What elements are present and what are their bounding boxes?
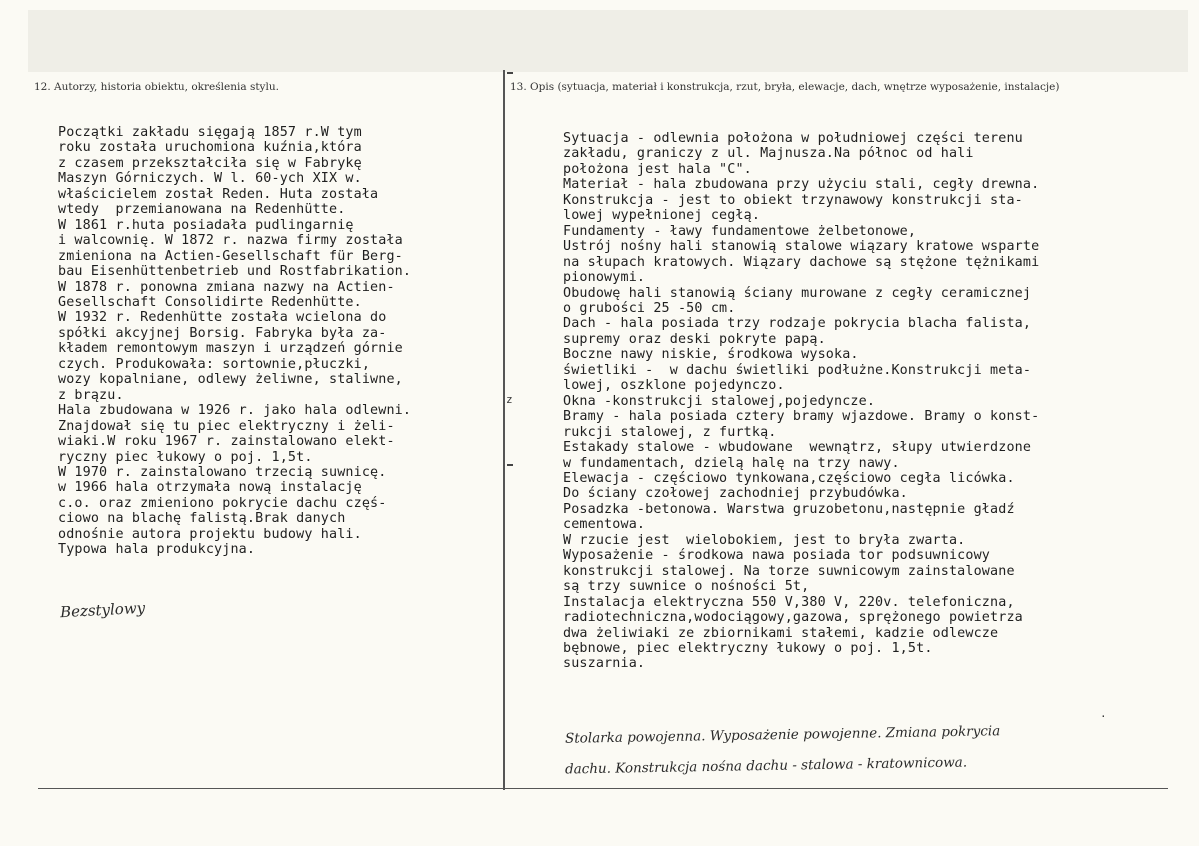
text-line: Hala zbudowana w 1926 r. jako hala odlewni. [58, 403, 412, 419]
history-text [58, 125, 503, 558]
text-line: W 1932 r. Redenhütte została wcielona do [58, 310, 387, 326]
text-line: zakładu, graniczy z ul. Majnusza.Na północ od hali [563, 146, 974, 162]
text-line: świetliki - w dachu świetliki podłużne.Konstrukcji meta- [563, 362, 1032, 378]
bottom-rule [38, 788, 1168, 789]
text-line: Maszyn Górniczych. W l. 60-ych XIX w. [58, 171, 362, 187]
text-line: radiotechniczna,wodociągowy,gazowa, sprężonego powietrza [563, 610, 1023, 626]
text-line: Znajdował się tu piec elektryczny i żeli- [58, 418, 395, 434]
text-line: lowej, oszklone pojedynczo. [563, 378, 785, 394]
section-13-header: 13. Opis (sytuacja, materiał i konstrukcja, rzut, bryła, elewacje, dach, wnętrze wyposażenie, instalacje) [510, 81, 1060, 93]
handwritten-signature: Bezstylowy [59, 598, 146, 622]
top-band [28, 10, 1188, 72]
text-line: W 1861 r.huta posiadała pudlingarnię [58, 217, 354, 233]
text-line: Konstrukcja - jest to obiekt trzynawowy konstrukcji sta- [563, 192, 1023, 208]
text-line: Boczne nawy niskie, środkowa wysoka. [563, 347, 859, 363]
text-line: właścicielem został Reden. Huta została [58, 186, 379, 202]
text-line: z brązu. [58, 387, 124, 403]
text-line: odnośnie autora projektu budowy hali. [58, 526, 362, 542]
text-line: suszarnia. [563, 656, 646, 672]
text-line: zmieniona na Actien-Gesellschaft für Berg- [58, 248, 403, 264]
text-line: Typowa hala produkcyjna. [58, 542, 256, 558]
text-line: konstrukcji stalowej. Na torze suwnicowym zainstalowane [563, 563, 1015, 579]
text-line: Do ściany czołowej zachodniej przybudówka. [563, 486, 908, 502]
text-line: pionowymi. [563, 270, 646, 286]
text-line: Bramy - hala posiada cztery bramy wjazdowe. Bramy o konst- [563, 409, 1040, 425]
text-line: wiaki.W roku 1967 r. zainstalowano elekt- [58, 434, 395, 450]
text-line: ciowo na blachę falistą.Brak danych [58, 511, 346, 527]
text-line: Gesellschaft Consolidirte Redenhütte. [58, 294, 362, 310]
text-line: są trzy suwnice o nośności 5t, [563, 579, 810, 595]
text-line: wtedy przemianowana na Redenhütte. [58, 202, 346, 218]
text-line: Dach - hala posiada trzy rodzaje pokrycia blacha falista, [563, 316, 1032, 332]
margin-tick [507, 464, 513, 466]
text-line: Ustrój nośny hali stanowią stalowe wiązary kratowe wsparte [563, 239, 1040, 255]
text-line: Instalacja elektryczna 550 V,380 V, 220v. telefoniczna, [563, 594, 1015, 610]
margin-mark: z [506, 393, 513, 406]
text-line: i walcownię. W 1872 r. nazwa firmy została [58, 233, 403, 249]
text-line: Sytuacja - odlewnia położona w południowej części terenu [563, 131, 1023, 146]
text-line: Wyposażenie - środkowa nawa posiada tor podsuwnicowy [563, 548, 991, 564]
text-line: Początki zakładu sięgają 1857 r.W tym [58, 125, 362, 140]
text-line: dwa żeliwiaki ze zbiornikami stałemi, kadzie odlewcze [563, 625, 999, 641]
text-line: położona jest hala "C". [563, 161, 752, 177]
text-line: roku została uruchomiona kuźnia,która [58, 140, 362, 156]
margin-mark: . [1100, 707, 1107, 720]
text-line: Obudowę hali stanowią ściany murowane z cegły ceramicznej [563, 285, 1032, 301]
text-line: Fundamenty - ławy fundamentowe żelbetonowe, [563, 223, 917, 239]
text-line: Elewacja - częściowo tynkowana,częściowo cegła licówka. [563, 470, 1015, 486]
handwritten-note: Stolarka powojenna. Wyposażenie powojenne. Zmiana pokrycia [564, 723, 1001, 747]
text-line: W rzucie jest wielobokiem, jest to bryła zwarta. [563, 532, 966, 548]
text-line: ryczny piec łukowy o poj. 1,5t. [58, 449, 313, 465]
handwritten-note: dachu. Konstrukcja nośna dachu - stalowa - kratownicowa. [564, 754, 968, 778]
section-12-header: 12. Autorzy, historia obiektu, określenia stylu. [34, 81, 279, 93]
text-line: Posadzka -betonowa. Warstwa gruzobetonu,następnie gładź [563, 501, 1015, 517]
text-line: z czasem przekształciła się w Fabrykę [58, 155, 362, 171]
text-line: rukcji stalowej, z furtką. [563, 424, 777, 440]
text-line: kładem remontowym maszyn i urządzeń górnie [58, 341, 403, 357]
text-line: na słupach kratowych. Wiązary dachowe są stężone tężnikami [563, 254, 1040, 270]
text-line: lowej wypełnionej cegłą. [563, 208, 761, 224]
text-line: Estakady stalowe - wbudowane wewnątrz, słupy utwierdzone [563, 440, 1032, 456]
text-line: Materiał - hala zbudowana przy użyciu stali, cegły drewna. [563, 177, 1040, 193]
text-line: spółki akcyjnej Borsig. Fabryka była za- [58, 325, 387, 341]
text-line: c.o. oraz zmieniono pokrycie dachu częś- [58, 495, 387, 511]
text-line: supremy oraz deski pokryte papą. [563, 331, 826, 347]
text-line: W 1878 r. ponowna zmiana nazwy na Actien- [58, 279, 395, 295]
text-line: czych. Produkowała: sortownie,płuczki, [58, 356, 371, 372]
text-line: bębnowe, piec elektryczny łukowy o poj. 1,5t. [563, 640, 933, 656]
text-line: o grubości 25 -50 cm. [563, 300, 736, 316]
column-divider [503, 70, 505, 790]
text-line: w fundamentach, dzielą halę na trzy nawy. [563, 455, 900, 471]
text-line: w 1966 hala otrzymała nową instalację [58, 480, 362, 496]
text-line: bau Eisenhüttenbetrieb und Rostfabrikation. [58, 264, 412, 280]
description-text [563, 131, 1163, 672]
text-line: wozy kopalniane, odlewy żeliwne, staliwne, [58, 372, 403, 388]
margin-tick [507, 72, 513, 74]
text-line: cementowa. [563, 517, 646, 533]
text-line: W 1970 r. zainstalowano trzecią suwnicę. [58, 464, 387, 480]
text-line: Okna -konstrukcji stalowej,pojedyncze. [563, 393, 876, 409]
